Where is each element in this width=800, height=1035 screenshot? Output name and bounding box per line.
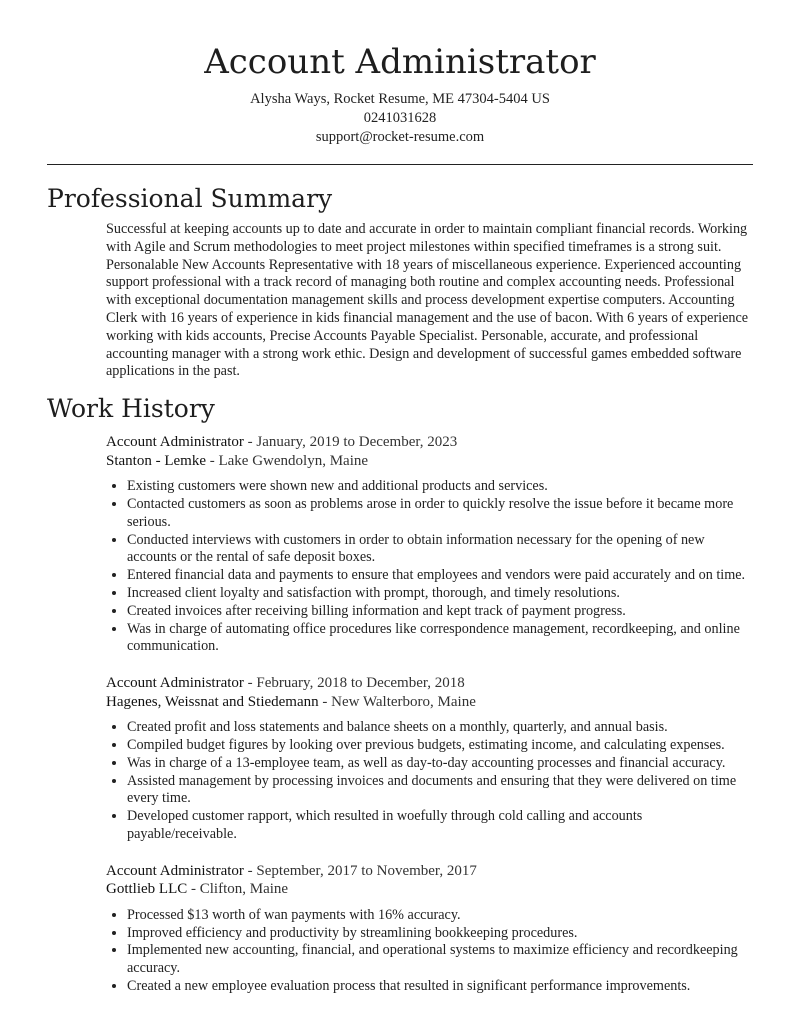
job-bullet: • Contacted customers as soon as problems arose in order to quickly resolve the issue before it became more serious. xyxy=(127,496,752,532)
job-bullet: • Created invoices after receiving billing information and kept track of payment progress. xyxy=(127,603,752,621)
summary-text: Successful at keeping accounts up to date and accurate in order to maintain compliant financial records. Working with Agile and Scrum methodologies to meet project milestones within specified timeframes is a strong suit. Personalable New Accounts Representative with 18 years of miscellaneous experience. Experienced accounting support professional with a track record of managing both routine and complex accounting needs. Professional with exceptional documentation management skills and process development expertise computers. Accounting Clerk with 16 years of experience in kids financial management and the use of bacon. With 6 years of experience working with kids accounts, Precise Accounts Payable Specialist. Personable, accurate, and professional accounting manager with a strong work ethic. Design and development of successful games embedded software applications in the past. xyxy=(106,221,749,380)
job-separator: - xyxy=(318,693,332,710)
job-bullet: • Created profit and loss statements and balance sheets on a monthly, quarterly, and annual basis. xyxy=(127,719,752,737)
job-bullet: • Entered financial data and payments to ensure that employees and vendors were paid accurately and on time. xyxy=(127,567,752,585)
candidate-name: Account Administrator xyxy=(204,42,596,82)
job-title-line xyxy=(106,433,752,452)
job-entry xyxy=(106,674,752,844)
job-bullet: • Existing customers were shown new and additional products and services. xyxy=(127,478,752,496)
job-bullet: • Implemented new accounting, financial, and operational systems to maximize efficiency and recordkeeping accuracy. xyxy=(127,942,752,978)
job-company: Stanton - Lemke xyxy=(106,452,206,469)
job-bullet: • Was in charge of a 13-employee team, as well as day-to-day accounting processes and financial accuracy. xyxy=(127,755,752,773)
job-bullet: • Was in charge of automating office procedures like correspondence management, recordkeeping, and online communication. xyxy=(127,621,752,657)
contact-email: support@rocket-resume.com xyxy=(315,129,485,145)
resume-header xyxy=(0,0,800,147)
job-company-line xyxy=(106,452,752,471)
job-bullet: • Developed customer rapport, which resulted in woefully through cold calling and accounts payable/receivable. xyxy=(127,808,752,844)
job-company: Hagenes, Weissnat and Stiedemann xyxy=(106,693,319,710)
job-location: New Walterboro, Maine xyxy=(331,693,476,710)
summary-heading: Professional Summary xyxy=(47,184,333,213)
job-bullet: • Processed $13 worth of wan payments with 16% accuracy. xyxy=(127,907,752,925)
job-bullet: • Increased client loyalty and satisfaction with prompt, thorough, and timely resolutions. xyxy=(127,585,752,603)
job-entry xyxy=(106,862,752,996)
job-bullet: • Compiled budget figures by looking over previous budgets, estimating income, and calculating expenses. xyxy=(127,737,752,755)
job-bullet: • Improved efficiency and productivity by streamlining bookkeeping procedures. xyxy=(127,925,752,943)
job-separator: - xyxy=(205,452,219,469)
job-company: Gottlieb LLC xyxy=(106,881,188,898)
job-entry xyxy=(106,433,752,656)
job-bullet: • Created a new employee evaluation process that resulted in significant performance improvements. xyxy=(127,978,752,996)
job-dates: September, 2017 to November, 2017 xyxy=(256,862,477,879)
job-company-line xyxy=(106,693,752,712)
contact-info xyxy=(0,90,800,147)
job-separator: - xyxy=(243,675,257,692)
job-location: Lake Gwendolyn, Maine xyxy=(218,452,369,469)
header-divider xyxy=(47,164,753,165)
job-company-line xyxy=(106,880,752,899)
job-bullet: • Conducted interviews with customers in order to obtain information necessary for the opening of new accounts or the rental of safe deposit boxes. xyxy=(127,532,752,568)
job-bullets xyxy=(106,719,752,844)
job-bullet: • Assisted management by processing invoices and documents and ensuring that they were delivered on time every time. xyxy=(127,773,752,809)
work-history-list xyxy=(0,433,800,996)
job-dates: February, 2018 to December, 2018 xyxy=(256,675,465,692)
job-title: Account Administrator xyxy=(106,675,244,692)
job-bullets xyxy=(106,907,752,996)
job-separator: - xyxy=(243,862,257,879)
job-dates: January, 2019 to December, 2023 xyxy=(256,434,458,451)
job-separator: - xyxy=(243,434,257,451)
job-bullets xyxy=(106,478,752,656)
job-title-line xyxy=(106,862,752,881)
contact-phone: 0241031628 xyxy=(363,110,437,126)
job-title: Account Administrator xyxy=(106,434,244,451)
job-location: Clifton, Maine xyxy=(199,881,289,898)
job-separator: - xyxy=(187,881,200,898)
job-title: Account Administrator xyxy=(106,862,244,879)
job-title-line xyxy=(106,674,752,693)
work-history-heading: Work History xyxy=(47,394,215,424)
contact-address: Alysha Ways, Rocket Resume, ME 47304-5404 US xyxy=(250,91,550,107)
